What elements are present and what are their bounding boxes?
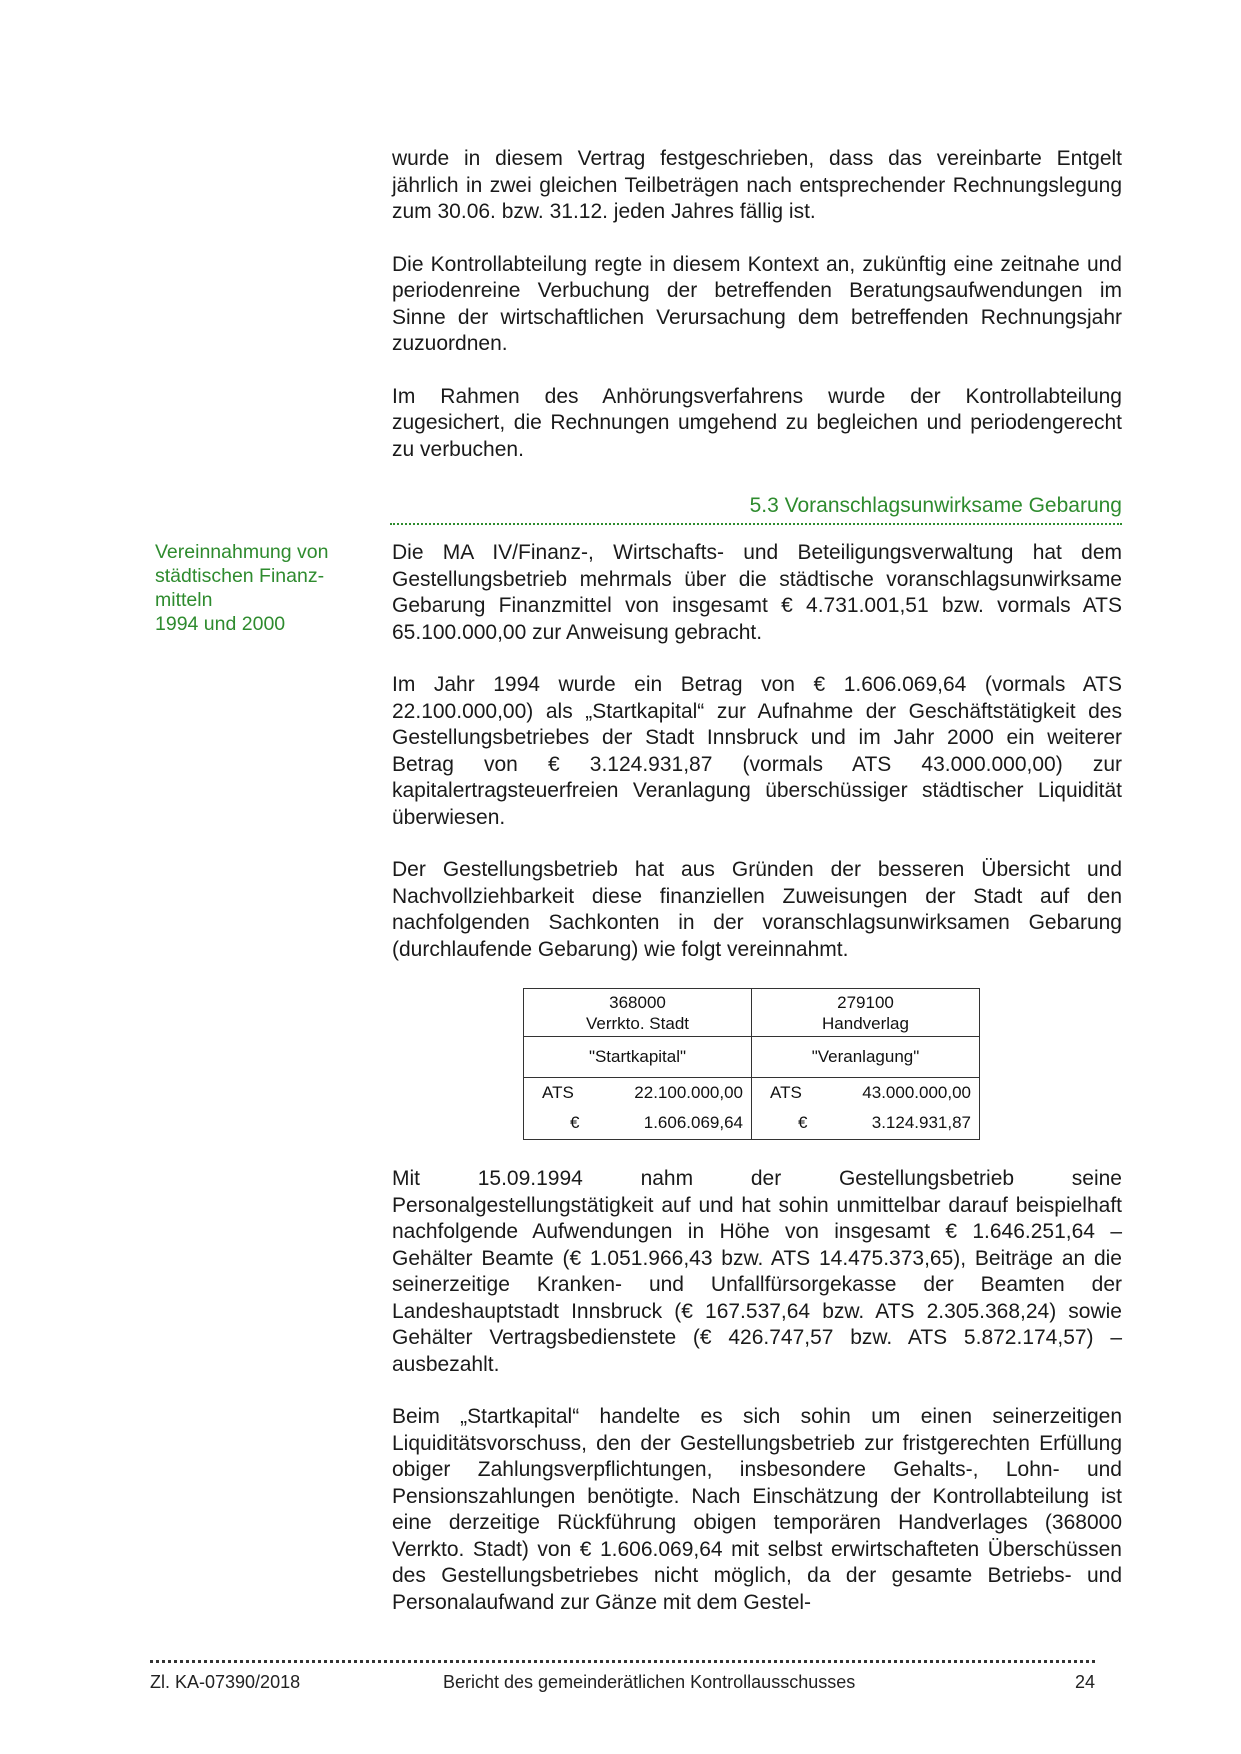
table-row: [524, 1078, 751, 1108]
body-text-top: [392, 146, 1122, 489]
paragraph: Mit 15.09.1994 nahm der Gestellungsbetrieb seine Personalgestellungstätigkeit auf und hat sohin unmittelbar darauf beispielhaft nachfolgende Aufwendungen in Höhe von insgesamt € 1.646.251,64 – Gehälter Beamte (€ 1.051.966,43 bzw. ATS 14.475.373,65), Beiträge an die seinerzeitige Kranken- und Unfallfürsorgekasse der Beamten der Landeshauptstadt Innsbruck (€ 167.537,64 bzw. ATS 2.305.368,24) sowie Gehälter Vertragsbedienstete (€ 426.747,57 bzw. ATS 5.872.174,57) – ausbezahlt.: [392, 1167, 1122, 1376]
paragraph: Die MA IV/Finanz-, Wirtschafts- und Beteiligungsverwaltung hat dem Gestellungsbetrieb mehrmals über die städtische voranschlagsunwirksame Gebarung Finanzmittel von insgesamt € 4.731.001,51 bzw. vormals ATS 65.100.000,00 zur Anweisung gebracht.: [392, 541, 1122, 644]
column-header: [524, 989, 751, 1037]
document-reference: Zl. KA-07390/2018: [150, 1672, 301, 1692]
paragraph: wurde in diesem Vertrag festgeschrieben, dass das vereinbarte Entgelt jährlich in zwei gleichen Teilbeträgen nach entsprechender Rechnungslegung zum 30.06. bzw. 31.12. jeden Jahres fällig ist.: [392, 147, 1122, 223]
column-label: "Veranlagung": [752, 1037, 979, 1078]
paragraph: Die Kontrollabteilung regte in diesem Kontext an, zukünftig eine zeitnahe und periodenreine Verbuchung der betreffenden Beratungsaufwendungen im Sinne der wirtschaftlichen Verursachung dem betreffenden Rechnungsjahr zuzuordnen.: [392, 252, 1122, 355]
currency: ATS: [770, 1083, 802, 1102]
footer-divider: [150, 1660, 1095, 1663]
paragraph: Beim „Startkapital“ handelte es sich sohin um einen seinerzeitigen Liquiditätsvorschuss, den der Gestellungsbetrieb zur fristgerechten Erfüllung obiger Zahlungsverpflichtungen, insbesondere Gehalts-, Lohn- und Pensionszahlungen benötigte. Nach Einschätzung der Kontrollabteilung ist eine derzeitige Rückführung obigen temporären Handverlages (368000 Verrkto. Stadt) von € 1.606.069,64 mit selbst erwirtschafteten Überschüssen des Gestellungsbetriebes nicht möglich, da der gesamte Betriebs- und Personalaufwand zur Gänze mit dem Gestel-: [392, 1405, 1122, 1614]
accounts-table: [523, 988, 980, 1140]
currency: ATS: [542, 1083, 574, 1102]
account-name: Verrkto. Stadt: [586, 1014, 689, 1033]
paragraph: Der Gestellungsbetrieb hat aus Gründen der besseren Übersicht und Nachvollziehbarkeit diese finanziellen Zuweisungen der Stadt auf den nachfolgenden Sachkonten in der voranschlagsunwirksamen Gebarung (durchlaufende Gebarung) wie folgt vereinnahmt.: [392, 858, 1122, 961]
body-text-bottom: [392, 1166, 1122, 1642]
margin-note-line: Vereinnahmung von: [155, 541, 329, 563]
page-footer: [150, 1672, 1095, 1696]
page-number: 24: [1074, 1672, 1095, 1692]
account-number: 368000: [609, 993, 666, 1012]
amount: 1.606.069,64: [643, 1113, 743, 1132]
account-name: Handverlag: [822, 1014, 909, 1033]
margin-note-line: 1994 und 2000: [155, 613, 286, 635]
currency: €: [570, 1113, 580, 1132]
heading-divider: [390, 523, 1122, 525]
amount: 43.000.000,00: [862, 1083, 971, 1102]
section-heading: 5.3 Voranschlagsunwirksame Gebarung: [749, 494, 1122, 517]
table-row: [752, 1108, 979, 1138]
report-title: Bericht des gemeinderätlichen Kontrollausschusses: [443, 1672, 856, 1692]
amount: 22.100.000,00: [634, 1083, 743, 1102]
currency: €: [798, 1113, 808, 1132]
amount: 3.124.931,87: [871, 1113, 971, 1132]
table-row: [524, 1108, 751, 1138]
margin-note-line: mitteln: [155, 589, 213, 611]
paragraph: Im Jahr 1994 wurde ein Betrag von € 1.606.069,64 (vormals ATS 22.100.000,00) als „Startkapital“ zur Aufnahme der Geschäftstätigkeit des Gestellungsbetriebes der Stadt Innsbruck und im Jahr 2000 ein weiterer Betrag von € 3.124.931,87 (vormals ATS 43.000.000,00) zur kapitalertragsteuerfreien Veranlagung überschüssiger städtischer Liquidität überwiesen.: [392, 673, 1122, 829]
body-text-middle: [392, 540, 1122, 989]
margin-note-line: städtischen Finanz-: [155, 565, 325, 587]
table-column-veranlagung: [752, 989, 979, 1139]
table-column-startkapital: [524, 989, 752, 1139]
margin-note: [155, 540, 360, 636]
column-header: [752, 989, 979, 1037]
table-row: [752, 1078, 979, 1108]
paragraph: Im Rahmen des Anhörungsverfahrens wurde der Kontrollabteilung zugesichert, die Rechnungen umgehend zu begleichen und periodengerecht zu verbuchen.: [392, 384, 1122, 461]
column-label: "Startkapital": [524, 1037, 751, 1078]
account-number: 279100: [837, 993, 894, 1012]
